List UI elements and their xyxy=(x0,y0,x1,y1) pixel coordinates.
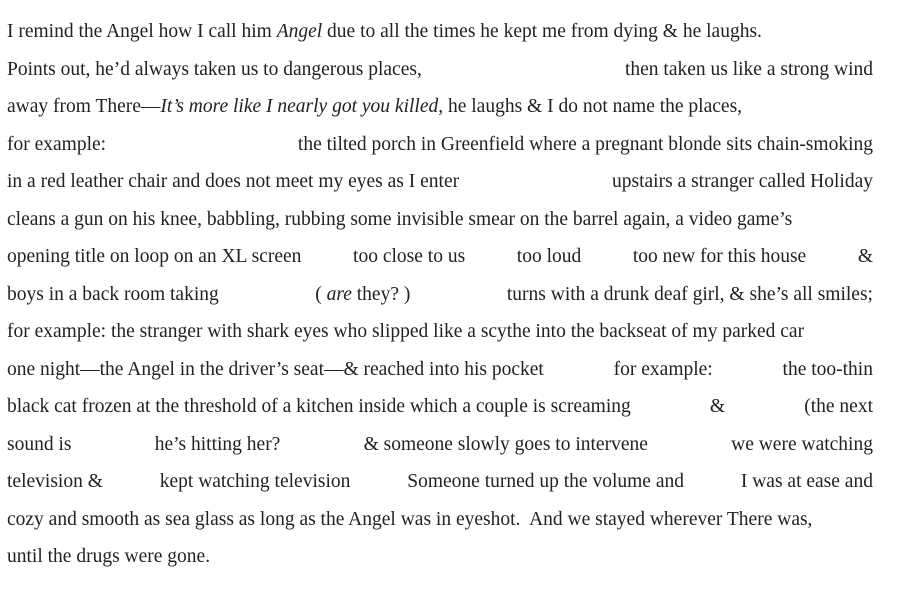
poem-phrase-text: then taken us like a strong wind xyxy=(624,58,873,80)
poem-phrase xyxy=(858,242,873,272)
poem-line xyxy=(7,430,873,460)
poem-phrase-text: for example: xyxy=(613,358,713,380)
poem-phrase xyxy=(353,242,465,272)
poem-phrase-text: opening title on loop on an XL screen xyxy=(7,246,302,267)
poem-phrase xyxy=(7,55,422,85)
poem-phrase-text: black cat frozen at the threshold of a kitchen inside which a couple is screaming xyxy=(7,396,631,417)
poem-phrase xyxy=(407,467,684,497)
poem-line xyxy=(7,467,873,497)
poem-phrase-text: away from There— xyxy=(7,96,161,117)
poem-phrase-text: cleans a gun on his knee, babbling, rubbing some invisible smear on the barrel again, a video game’s xyxy=(7,208,793,230)
poem-phrase-text: we were watching xyxy=(731,433,873,455)
poem-phrase xyxy=(633,242,806,272)
poem-phrase-text: sound is xyxy=(7,433,72,455)
poem-phrase xyxy=(7,430,71,460)
poem-line xyxy=(7,542,873,572)
poem-phrase-text: due to all the times he kept me from dying & he laughs. xyxy=(322,21,762,42)
poem-line xyxy=(7,130,873,160)
poem-phrase xyxy=(155,430,281,460)
poem-phrase xyxy=(298,130,873,160)
poem-phrase-text: cozy and smooth as sea glass as long as the Angel was in eyeshot. And we stayed wherever There was, xyxy=(7,508,813,530)
poem-phrase-text: the too-thin xyxy=(782,358,873,380)
poem-phrase-text: for example: xyxy=(7,133,107,155)
poem-phrase-text: they? ) xyxy=(351,283,411,305)
poem-phrase-text: ( xyxy=(315,283,327,305)
poem-phrase-text: (the next xyxy=(804,396,873,417)
poem-phrase xyxy=(7,280,219,310)
poem-phrase xyxy=(7,317,804,347)
poem-line xyxy=(7,355,873,385)
poem-phrase-italic: It’s more like I nearly got you killed xyxy=(160,96,439,117)
poem-phrase xyxy=(7,92,742,122)
poem-phrase xyxy=(804,392,873,422)
poem-phrase-text: television & xyxy=(7,471,103,492)
poem-line xyxy=(7,17,873,47)
poem-line xyxy=(7,280,873,310)
poem-phrase-text: upstairs a stranger called Holiday xyxy=(612,171,873,192)
poem-phrase xyxy=(7,355,544,385)
poem-line xyxy=(7,92,873,122)
poem-phrase-text: boys in a back room taking xyxy=(7,283,219,305)
poem-phrase xyxy=(7,467,103,497)
poem-phrase xyxy=(7,542,210,572)
poem-phrase xyxy=(7,17,762,47)
poem-phrase xyxy=(517,242,581,272)
poem-phrase xyxy=(7,167,459,197)
poem-phrase xyxy=(614,355,713,385)
poem-phrase-text: until the drugs were gone. xyxy=(7,546,211,567)
poem-line xyxy=(7,55,873,85)
poem-phrase xyxy=(7,392,631,422)
poem-phrase xyxy=(783,355,873,385)
poem-phrase-text: I was at ease and xyxy=(740,471,873,492)
poem-phrase xyxy=(7,505,812,535)
poem-phrase-text: Someone turned up the volume and xyxy=(407,471,684,492)
poem-phrase xyxy=(710,392,725,422)
poem-phrase xyxy=(160,467,351,497)
poem-phrase xyxy=(315,280,410,310)
poem-phrase-text: for example: the stranger with shark eyes who slipped like a scythe into the backseat of my parked car xyxy=(7,321,805,342)
poem-phrase-text: , he laughs & I do not name the places, xyxy=(438,96,743,117)
poem-line xyxy=(7,242,873,272)
poem-phrase-text: & someone slowly goes to intervene xyxy=(363,433,648,455)
poem-phrase-text: kept watching television xyxy=(159,471,351,492)
poem-phrase-text: in a red leather chair and does not meet my eyes as I enter xyxy=(7,171,460,192)
poem-phrase xyxy=(612,167,873,197)
poem-phrase xyxy=(731,430,873,460)
poem-line xyxy=(7,392,873,422)
poem-phrase-text: one night—the Angel in the driver’s seat—& reached into his pocket xyxy=(7,358,544,380)
poem-phrase xyxy=(7,130,106,160)
poem-phrase-text: too close to us xyxy=(353,246,466,267)
poem-phrase-text: Points out, he’d always taken us to dangerous places, xyxy=(7,58,422,80)
poem-phrase-text: he’s hitting her? xyxy=(154,433,281,455)
poem-line xyxy=(7,505,873,535)
poem-phrase xyxy=(7,205,792,235)
poem-line xyxy=(7,205,873,235)
poem-phrase-text: turns with a drunk deaf girl, & she’s all smiles; xyxy=(506,283,873,305)
poem-phrase xyxy=(507,280,873,310)
poem-phrase-text: & xyxy=(709,396,726,417)
poem-phrase-italic: are xyxy=(326,283,352,305)
poem-phrase xyxy=(625,55,873,85)
poem-phrase-text: & xyxy=(857,246,873,267)
poem-line xyxy=(7,167,873,197)
poem-phrase-text: I remind the Angel how I call him xyxy=(7,21,277,42)
poem-phrase-text: the tilted porch in Greenfield where a pregnant blonde sits chain-smoking xyxy=(297,133,873,155)
poem-phrase xyxy=(364,430,648,460)
poem-line xyxy=(7,317,873,347)
poem-phrase-text: too loud xyxy=(516,246,582,267)
poem-phrase xyxy=(7,242,301,272)
poem-phrase xyxy=(741,467,873,497)
poem-phrase-text: too new for this house xyxy=(632,246,807,267)
poem-phrase-italic: Angel xyxy=(276,21,323,42)
